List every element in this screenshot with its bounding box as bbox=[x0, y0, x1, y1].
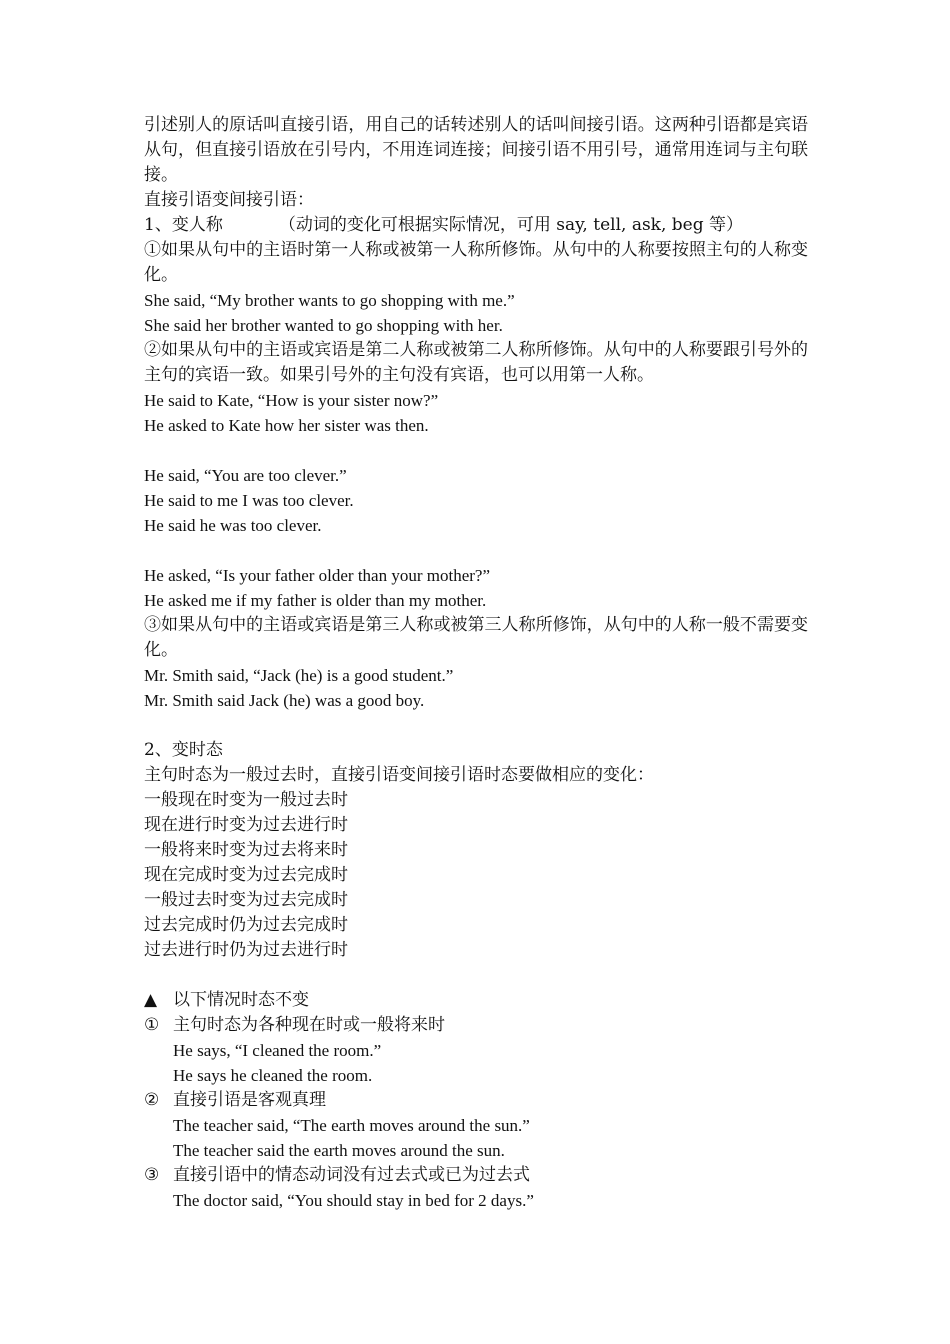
example-sentence: The teacher said the earth moves around the sun. bbox=[173, 1141, 505, 1160]
blank-line bbox=[144, 438, 808, 463]
example-sentence: He asked, “Is your father older than your mother?” bbox=[144, 566, 491, 585]
blank-line bbox=[144, 538, 808, 563]
exception-item bbox=[144, 1013, 808, 1038]
blank-line bbox=[144, 963, 808, 988]
blank-line bbox=[144, 713, 808, 738]
exceptions-heading: 以下情况时态不变 bbox=[173, 990, 309, 1010]
item-number: ② bbox=[144, 1090, 160, 1110]
example-sentence: He asked to Kate how her sister was then. bbox=[144, 416, 429, 435]
item-number: ① bbox=[144, 1015, 160, 1035]
example-sentence: He said to me I was too clever. bbox=[144, 491, 354, 510]
rule-3: ③如果从句中的主语或宾语是第三人称或被第三人称所修饰，从句中的人称一般不需要变化。 bbox=[144, 615, 808, 660]
exception-item bbox=[144, 1088, 808, 1113]
example-sentence: He said to Kate, “How is your sister now?” bbox=[144, 391, 439, 410]
section1-heading: 1、变人称 bbox=[144, 215, 223, 235]
example-sentence: He said, “You are too clever.” bbox=[144, 466, 347, 485]
document-body bbox=[144, 113, 808, 1213]
section2-heading: 2、变时态 bbox=[144, 740, 223, 760]
exception-text: 直接引语是客观真理 bbox=[173, 1090, 326, 1110]
tense-change: 一般现在时变为一般过去时 bbox=[144, 790, 348, 810]
intro-paragraph: 引述别人的原话叫直接引语，用自己的话转述别人的话叫间接引语。这两种引语都是宾语从句，但直接引语放在引号内，不用连词连接；间接引语不用引号，通常用连词与主句联接。 bbox=[144, 115, 808, 185]
item-number: ③ bbox=[144, 1165, 160, 1185]
exception-item bbox=[144, 1163, 808, 1188]
example-sentence: The doctor said, “You should stay in bed for 2 days.” bbox=[173, 1191, 534, 1210]
example-sentence: He asked me if my father is older than my mother. bbox=[144, 591, 487, 610]
exception-text: 主句时态为各种现在时或一般将来时 bbox=[173, 1015, 445, 1035]
tense-change: 现在完成时变为过去完成时 bbox=[144, 865, 348, 885]
example-sentence: Mr. Smith said, “Jack (he) is a good student.” bbox=[144, 666, 454, 685]
example-sentence: He says, “I cleaned the room.” bbox=[173, 1041, 382, 1060]
triangle-icon: ▲ bbox=[144, 990, 158, 1010]
tense-change: 一般将来时变为过去将来时 bbox=[144, 840, 348, 860]
exception-text: 直接引语中的情态动词没有过去式或已为过去式 bbox=[173, 1165, 530, 1185]
section2-intro: 主句时态为一般过去时，直接引语变间接引语时态要做相应的变化： bbox=[144, 765, 654, 785]
tense-change: 过去进行时仍为过去进行时 bbox=[144, 940, 348, 960]
example-sentence: She said, “My brother wants to go shopping with me.” bbox=[144, 291, 515, 310]
example-sentence: He said he was too clever. bbox=[144, 516, 322, 535]
example-sentence: He says he cleaned the room. bbox=[173, 1066, 373, 1085]
example-sentence: She said her brother wanted to go shopping with her. bbox=[144, 316, 503, 335]
example-sentence: Mr. Smith said Jack (he) was a good boy. bbox=[144, 691, 425, 710]
tense-change: 过去完成时仍为过去完成时 bbox=[144, 915, 348, 935]
section1-heading-line bbox=[144, 213, 808, 238]
rule-1: ①如果从句中的主语时第一人称或被第一人称所修饰。从句中的人称要按照主句的人称变化。 bbox=[144, 240, 808, 285]
tense-change: 一般过去时变为过去完成时 bbox=[144, 890, 348, 910]
subtitle: 直接引语变间接引语： bbox=[144, 190, 314, 210]
section1-note: （动词的变化可根据实际情况，可用 say, tell, ask, beg 等） bbox=[278, 215, 744, 235]
example-sentence: The teacher said, “The earth moves around the sun.” bbox=[173, 1116, 530, 1135]
tense-change: 现在进行时变为过去进行时 bbox=[144, 815, 348, 835]
exceptions-heading-line bbox=[144, 988, 808, 1013]
rule-2: ②如果从句中的主语或宾语是第二人称或被第二人称所修饰。从句中的人称要跟引号外的主句的宾语一致。如果引号外的主句没有宾语，也可以用第一人称。 bbox=[144, 340, 808, 385]
